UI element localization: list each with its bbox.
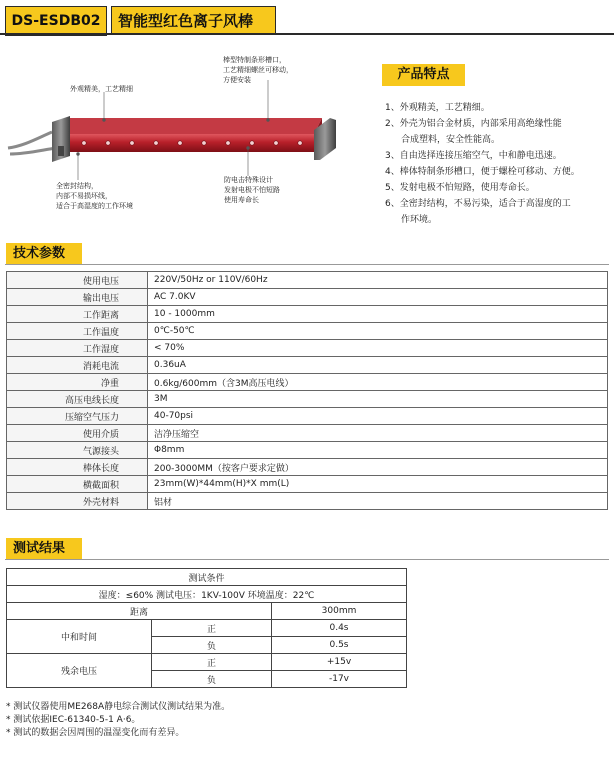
header-divider	[0, 33, 614, 35]
feature-item: 1、外观精美，工艺精细。	[385, 103, 490, 113]
table-row: 使用电压 220V/50Hz or 110V/60Hz	[7, 272, 608, 289]
specs-title: 技术参数	[6, 243, 82, 265]
test-table	[6, 568, 407, 688]
feature-item: 5、发射电极不怕短路，使用寿命长。	[385, 183, 535, 193]
table-row: 外壳材料 铝材	[7, 493, 608, 510]
test-title: 测试结果	[6, 538, 82, 560]
table-row: 测试条件	[7, 569, 407, 586]
table-row: 距离 300mm	[7, 603, 407, 620]
table-row: 湿度：≤60% 测试电压：1KV-100V 环境温度：22℃	[7, 586, 407, 603]
note-item: * 测试仪器使用ME268A静电综合测试仪测试结果为准。	[6, 702, 231, 712]
table-row: 中和时间 正 0.4s	[7, 620, 407, 637]
feature-item: 3、自由选择连接压缩空气，中和静电迅速。	[385, 151, 562, 161]
table-row: 负 0.5s	[7, 637, 407, 654]
table-row: 使用介质 洁净压缩空	[7, 425, 608, 442]
table-row: 棒体长度 200-3000MM（按客户要求定做）	[7, 459, 608, 476]
note-item: * 测试依据IEC-61340-5-1 A·6。	[6, 715, 141, 725]
table-row: 工作温度 0℃-50℃	[7, 323, 608, 340]
specs-divider	[5, 264, 609, 265]
feature-item: 4、棒体特制条形槽口，便于螺栓可移动、方便。	[385, 167, 580, 177]
callout-slot: 棒型特制条形槽口， 工艺精细螺丝可移动， 方便安装	[223, 56, 293, 84]
table-row: 残余电压 正 +15v	[7, 654, 407, 671]
table-row: 负 -17v	[7, 671, 407, 688]
table-row: 净重 0.6kg/600mm（含3M高压电线）	[7, 374, 608, 391]
feature-item: 作环境。	[401, 215, 438, 225]
table-row: 消耗电流 0.36uA	[7, 357, 608, 374]
feature-item: 2、外壳为铝合金材质，内部采用高绝缘性能	[385, 119, 562, 129]
table-row: 横截面积 23mm(W)*44mm(H)*X mm(L)	[7, 476, 608, 493]
table-row: 气源接头 Φ8mm	[7, 442, 608, 459]
table-row: 输出电压 AC 7.0KV	[7, 289, 608, 306]
features-title: 产品特点	[382, 64, 465, 86]
feature-item: 合成塑料，安全性能高。	[401, 135, 501, 145]
note-item: * 测试的数据会因周围的温湿变化而有差异。	[6, 728, 185, 738]
spec-table	[6, 271, 608, 510]
callout-electrode: 防电击特殊设计 发射电极不怕短路 使用寿命长	[224, 176, 280, 204]
callout-sealed: 全密封结构， 内部不易损坏线， 适合于高湿度的工作环境	[56, 182, 133, 210]
table-row: 工作湿度 < 70%	[7, 340, 608, 357]
test-divider	[5, 559, 609, 560]
notes	[6, 701, 230, 740]
feature-item: 6、全密封结构，不易污染，适合于高湿度的工	[385, 199, 571, 209]
callout-appearance: 外观精美，工艺精细	[70, 85, 133, 93]
table-row: 高压电线长度 3M	[7, 391, 608, 408]
page-title: 智能型红色离子风棒	[111, 6, 276, 34]
model-badge: DS-ESDB02	[5, 6, 107, 36]
features-list	[385, 100, 607, 228]
table-row: 压缩空气压力 40-70psi	[7, 408, 608, 425]
table-row: 工作距离 10 - 1000mm	[7, 306, 608, 323]
